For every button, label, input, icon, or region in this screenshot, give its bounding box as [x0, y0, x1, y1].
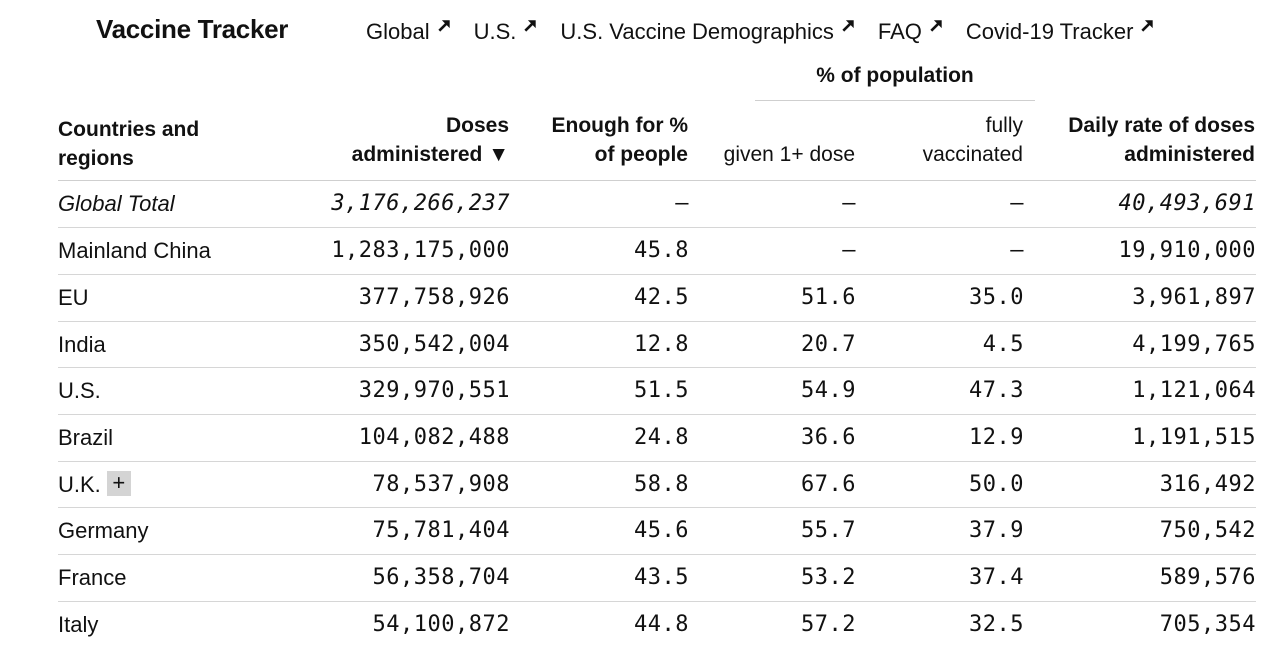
nav-link-label: FAQ	[877, 19, 922, 44]
doses-cell: 104,082,488	[358, 425, 510, 450]
enough-cell: 44.8	[634, 612, 689, 637]
nav-link-global[interactable]	[366, 19, 451, 45]
enough-cell: 43.5	[634, 565, 689, 590]
column-header-line: Countries and	[58, 118, 200, 141]
external-arrow-icon	[842, 19, 855, 32]
column-header-line: regions	[58, 147, 134, 170]
enough-cell: 58.8	[634, 472, 689, 497]
page-title: Vaccine Tracker	[96, 14, 289, 44]
table-row[interactable]	[58, 461, 1256, 509]
column-header-fully-vaccinated[interactable]	[923, 111, 1023, 169]
fully-cell: 12.9	[969, 425, 1024, 450]
country-name: India	[58, 332, 106, 357]
daily-cell: 4,199,765	[1132, 332, 1256, 357]
doses-cell: 75,781,404	[372, 518, 510, 543]
doses-cell: 377,758,926	[358, 285, 510, 310]
external-arrow-icon	[930, 19, 943, 32]
country-name: U.K.	[58, 472, 101, 497]
given-cell: –	[842, 191, 856, 216]
fully-cell: –	[1010, 191, 1024, 216]
table-row[interactable]	[58, 321, 1256, 369]
column-header-line: Doses	[445, 114, 509, 137]
nav-link-label: U.S. Vaccine Demographics	[560, 19, 834, 44]
country-name: U.S.	[58, 378, 101, 403]
nav-link-faq[interactable]	[878, 19, 943, 45]
daily-cell: 1,121,064	[1132, 378, 1256, 403]
doses-cell: 54,100,872	[372, 612, 510, 637]
table-row[interactable]	[58, 367, 1256, 415]
country-name: Global Total	[58, 191, 175, 216]
expand-plus-button[interactable]: +	[107, 471, 131, 496]
table-row[interactable]	[58, 181, 1256, 228]
country-name: EU	[58, 285, 89, 310]
nav-link-label: Global	[366, 19, 430, 44]
column-header-line: Daily rate of doses	[1068, 114, 1255, 137]
daily-cell: 589,576	[1159, 565, 1256, 590]
table-row[interactable]	[58, 227, 1256, 275]
given-cell: 54.9	[801, 378, 856, 403]
column-header-line: vaccinated	[922, 143, 1023, 166]
nav-link-label: Covid-19 Tracker	[965, 19, 1134, 44]
given-cell: 67.6	[801, 472, 856, 497]
doses-cell: 329,970,551	[358, 378, 510, 403]
daily-cell: 40,493,691	[1118, 191, 1256, 216]
top-nav	[366, 19, 1177, 45]
nav-link-us-vaccine-demographics[interactable]	[560, 19, 855, 45]
daily-cell: 705,354	[1159, 612, 1256, 637]
given-cell: 20.7	[801, 332, 856, 357]
population-group-header: % of population	[755, 64, 1035, 101]
enough-cell: 42.5	[634, 285, 689, 310]
fully-cell: 50.0	[969, 472, 1024, 497]
enough-cell: 51.5	[634, 378, 689, 403]
column-header-line: fully	[985, 114, 1023, 137]
fully-cell: 37.9	[969, 518, 1024, 543]
nav-link-label: U.S.	[473, 19, 517, 44]
nav-link-covid-19-tracker[interactable]	[966, 19, 1155, 45]
given-cell: 57.2	[801, 612, 856, 637]
given-cell: 36.6	[801, 425, 856, 450]
external-arrow-icon	[438, 19, 451, 32]
column-header-line: administered	[1124, 143, 1255, 166]
table-row[interactable]	[58, 274, 1256, 322]
column-header-line: given 1+ dose	[723, 143, 855, 166]
external-arrow-icon	[524, 19, 537, 32]
column-header-doses[interactable]	[352, 111, 509, 169]
doses-cell: 78,537,908	[372, 472, 510, 497]
fully-cell: 32.5	[969, 612, 1024, 637]
doses-cell: 1,283,175,000	[331, 238, 510, 263]
given-cell: 53.2	[801, 565, 856, 590]
doses-cell: 56,358,704	[372, 565, 510, 590]
fully-cell: –	[1010, 238, 1024, 263]
given-cell: 55.7	[801, 518, 856, 543]
daily-cell: 1,191,515	[1132, 425, 1256, 450]
country-name: Brazil	[58, 425, 114, 450]
column-header-line: of people	[594, 143, 688, 166]
column-header-daily-rate[interactable]	[1068, 111, 1255, 169]
doses-cell: 3,176,266,237	[331, 191, 510, 216]
column-header-given-dose[interactable]	[724, 140, 855, 169]
country-name: Italy	[58, 612, 99, 637]
column-header-line: administered ▼	[351, 143, 509, 166]
daily-cell: 19,910,000	[1118, 238, 1256, 263]
fully-cell: 35.0	[969, 285, 1024, 310]
fully-cell: 47.3	[969, 378, 1024, 403]
nav-link-us[interactable]	[474, 19, 538, 45]
fully-cell: 37.4	[969, 565, 1024, 590]
column-header-country[interactable]	[58, 115, 199, 173]
enough-cell: –	[675, 191, 689, 216]
enough-cell: 24.8	[634, 425, 689, 450]
column-header-line: Enough for %	[551, 114, 688, 137]
enough-cell: 12.8	[634, 332, 689, 357]
country-name: France	[58, 565, 127, 590]
country-name: Germany	[58, 518, 149, 543]
table-row[interactable]	[58, 507, 1256, 555]
column-header-enough-for[interactable]	[552, 111, 688, 169]
table-row[interactable]	[58, 414, 1256, 462]
doses-cell: 350,542,004	[358, 332, 510, 357]
enough-cell: 45.6	[634, 518, 689, 543]
fully-cell: 4.5	[982, 332, 1024, 357]
daily-cell: 316,492	[1159, 472, 1256, 497]
external-arrow-icon	[1141, 19, 1154, 32]
table-row[interactable]	[58, 601, 1256, 649]
daily-cell: 750,542	[1159, 518, 1256, 543]
country-name: Mainland China	[58, 238, 211, 263]
country-name-with-expand	[58, 472, 131, 498]
enough-cell: 45.8	[634, 238, 689, 263]
table-row[interactable]	[58, 554, 1256, 602]
given-cell: 51.6	[801, 285, 856, 310]
given-cell: –	[842, 238, 856, 263]
daily-cell: 3,961,897	[1132, 285, 1256, 310]
